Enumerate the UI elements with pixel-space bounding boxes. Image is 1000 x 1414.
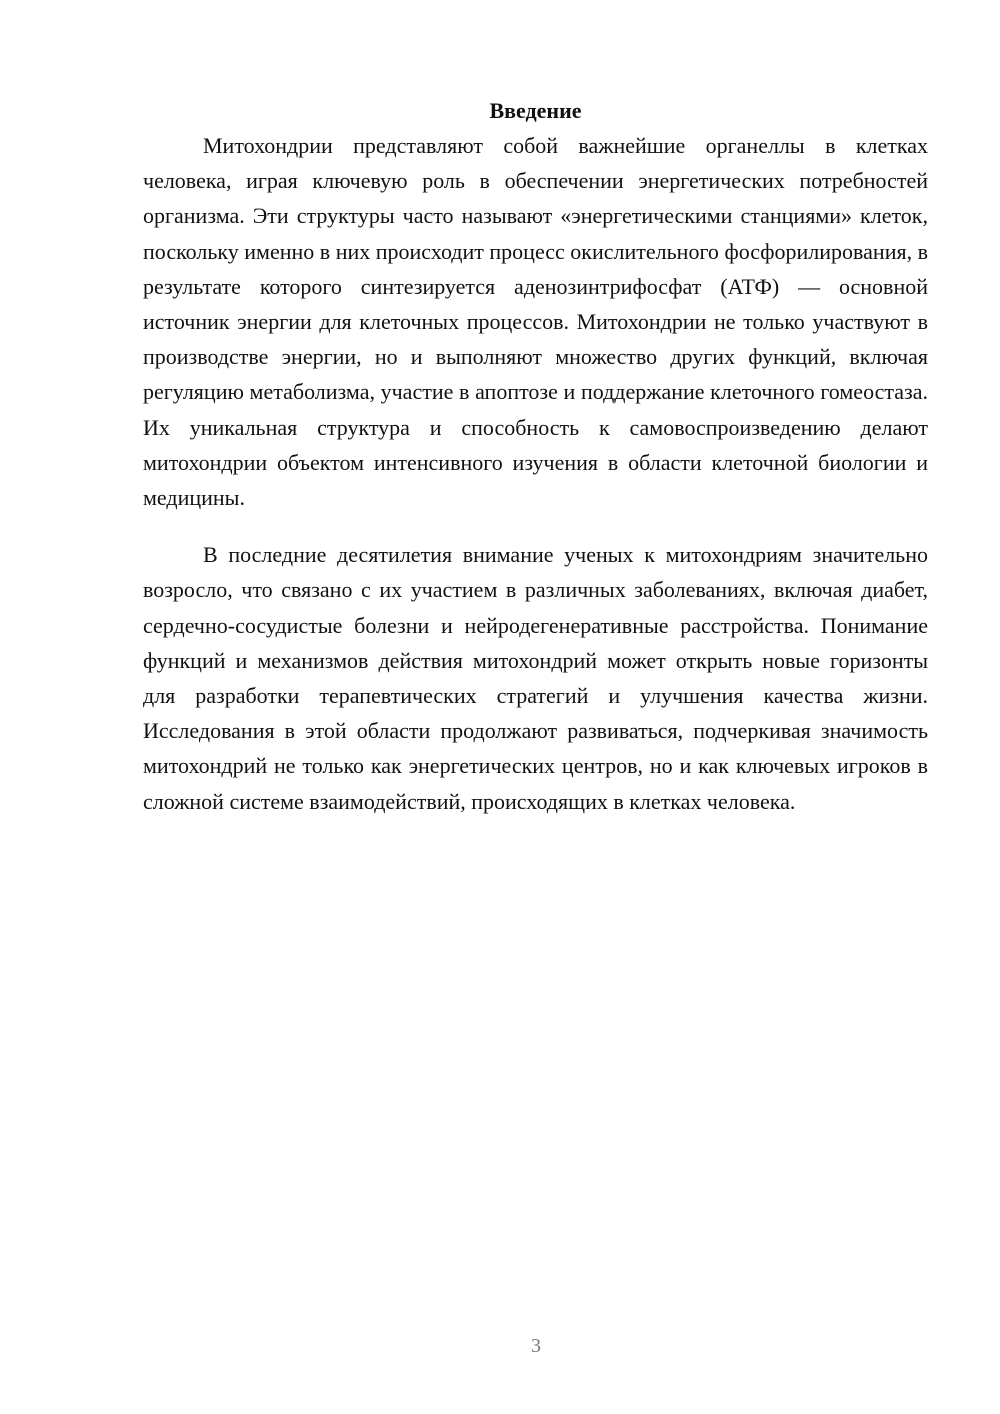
paragraph-2: В последние десятилетия внимание ученых к митохондриям значительно возросло, что связано с их участием в различных заболеваниях, включая диабет, сердечно-сосудистые болезни и нейродегенеративные расстройства. Понимание функций и механизмов действия митохондрий может открыть новые горизонты для разработки терапевтических стратегий и улучшения качества жизни. Исследования в этой области продолжают развиваться, подчеркивая значимость митохондрий не только как энергетических центров, но и как ключевых игроков в сложной системе взаимодействий, происходящих в клетках человека. [143, 542, 928, 814]
page-content [143, 93, 928, 819]
paragraph-1: Митохондрии представляют собой важнейшие органеллы в клетках человека, играя ключевую роль в обеспечении энергетических потребностей организма. Эти структуры часто называют «энергетическими станциями» клеток, поскольку именно в них происходит процесс окислительного фосфорилирования, в результате которого синтезируется аденозинтрифосфат (АТФ) — основной источник энергии для клеточных процессов. Митохондрии не только участвуют в производстве энергии, но и выполняют множество других функций, включая регуляцию метаболизма, участие в апоптозе и поддержание клеточного гомеостаза. Их уникальная структура и способность к самовоспроизведению делают митохондрии объектом интенсивного изучения в области клеточной биологии и медицины. [143, 133, 928, 511]
page-number: 3 [531, 1335, 541, 1357]
section-title: Введение [489, 98, 582, 123]
